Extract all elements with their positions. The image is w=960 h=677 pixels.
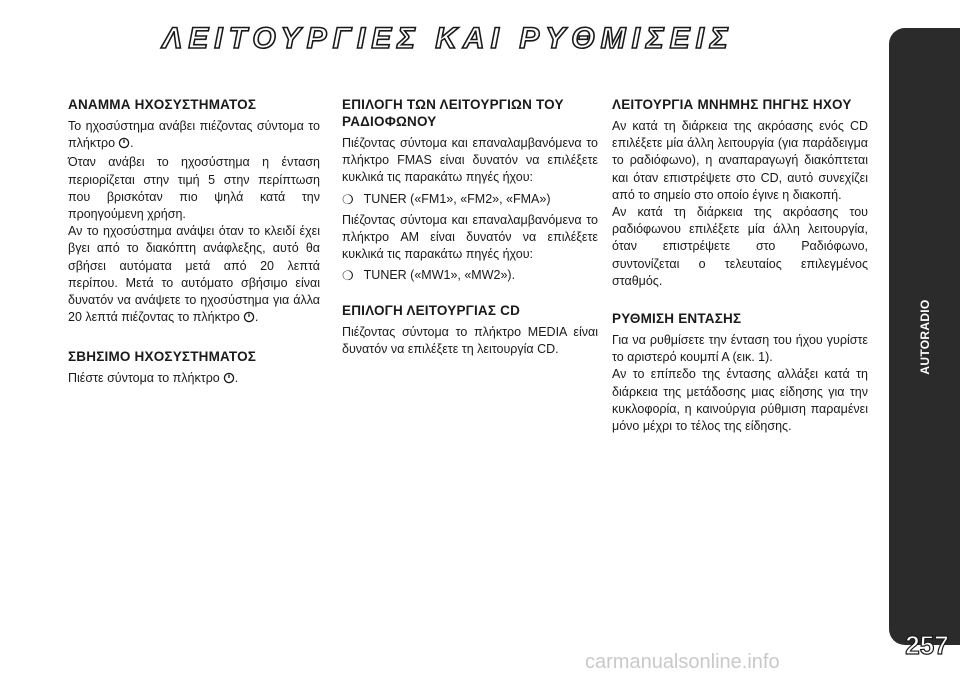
section-heading-power-on: ΑΝΑΜΜΑ ΗΧΟΣΥΣΤΗΜΑΤΟΣ (68, 97, 257, 112)
bullet-icon: ❍ (342, 268, 354, 284)
section-heading-volume: ΡΥΘΜΙΣΗ ΕΝΤΑΣΗΣ (612, 311, 742, 327)
power-button-icon (118, 137, 130, 154)
column-left (68, 96, 320, 390)
paragraph: Αν κατά τη διάρκεια της ακρόασης ενός CD επιλέξετε μία άλλη λειτουργία (για παράδειγμα το ραδιόφωνο), η αναπαραγωγή διακόπτεται και όταν επιστρέψετε στο CD, αυτό συνεχίζει από το σημείο στο οποίο έγινε η διακοπή. (612, 119, 868, 202)
page-title: ΛΕΙΤΟΥΡΓΙΕΣ ΚΑΙ ΡΥΘΜΙΣΕΙΣ (162, 22, 734, 55)
list-item: ❍ TUNER («FM1», «FM2», «FMA») (342, 191, 551, 207)
paragraph: Για να ρυθμίσετε την ένταση του ήχου γυρίστε το αριστερό κουμπί Α (εικ. 1). (612, 333, 868, 365)
paragraph: Πιέζοντας σύντομα και επαναλαμβανόμενα το πλήκτρο AM είναι δυνατόν να επιλέξετε κυκλικά τις παρακάτω πηγές ήχου: (342, 212, 598, 262)
page-number: 257 (905, 630, 949, 660)
paragraph: Το ηχοσύστημα ανάβει πιέζοντας σύντομα το πλήκτρο . (68, 118, 320, 154)
power-button-icon (223, 372, 235, 389)
paragraph: Αν κατά τη διάρκεια της ακρόασης του ραδιόφωνου επιλέξετε μία άλλη λειτουργία, όταν επιστρέψετε στο Ραδιόφωνο, συντονίζεται ο τελευταίος επιλεγμένος σταθμός. (612, 205, 868, 288)
section-heading-source-memory: ΛΕΙΤΟΥΡΓΙΑ ΜΝΗΜΗΣ ΠΗΓΗΣ ΗΧΟΥ (612, 97, 852, 112)
column-middle (342, 96, 598, 359)
watermark: carmanualsonline.info (585, 651, 780, 673)
paragraph: Αν το ηχοσύστημα ανάψει όταν το κλειδί έχει βγει από το διακόπτη ανάφλεξης, αυτό θα σβήσει αυτόματα μετά από 20 λεπτά περίπου. Μετά το αυτόματο σβήσιμο είναι δυνατόν να ανάψετε το ηχοσύστημα για άλλα 20 λεπτά πιέζοντας το πλήκτρο . (68, 223, 320, 328)
paragraph: Πιέστε σύντομα το πλήκτρο . (68, 370, 320, 389)
bullet-icon: ❍ (342, 191, 354, 207)
list-item: ❍ TUNER («MW1», «MW2»). (342, 268, 516, 284)
paragraph: Όταν ανάβει το ηχοσύστημα η ένταση περιορίζεται στην τιμή 5 στην περίπτωση που βρισκόταν πιο ψηλά κατά την προηγούμενη χρήση. (68, 155, 320, 222)
chapter-side-tab (889, 28, 960, 645)
section-heading-cd-function: ΕΠΙΛΟΓΗ ΛΕΙΤΟΥΡΓΙΑΣ CD (342, 303, 521, 319)
paragraph: Πιέζοντας σύντομα και επαναλαμβανόμενα το πλήκτρο FMAS είναι δυνατόν να επιλέξετε κυκλικά τις παρακάτω πηγές ήχου: (342, 136, 598, 185)
column-right (612, 96, 868, 435)
paragraph: Αν το επίπεδο της έντασης αλλάξει κατά τη διάρκεια της μετάδοσης μιας είδησης για την κυκλοφορία, η καινούργια ρύθμιση παραμένει μόνο μέχρι το τέλος της είδησης. (612, 367, 868, 434)
side-tab-label: AUTORADIO (917, 298, 932, 375)
paragraph: Πιέζοντας σύντομα το πλήκτρο MEDIA είναι δυνατόν να επιλέξετε τη λειτουργία CD. (342, 325, 598, 357)
section-heading-power-off: ΣΒΗΣΙΜΟ ΗΧΟΣΥΣΤΗΜΑΤΟΣ (68, 349, 257, 365)
power-button-icon (243, 311, 255, 328)
section-heading-radio-functions: ΕΠΙΛΟΓΗ ΤΩΝ ΛΕΙΤΟΥΡΓΙΩΝ ΤΟΥ ΡΑΔΙΟΦΩΝΟΥ (342, 97, 564, 129)
